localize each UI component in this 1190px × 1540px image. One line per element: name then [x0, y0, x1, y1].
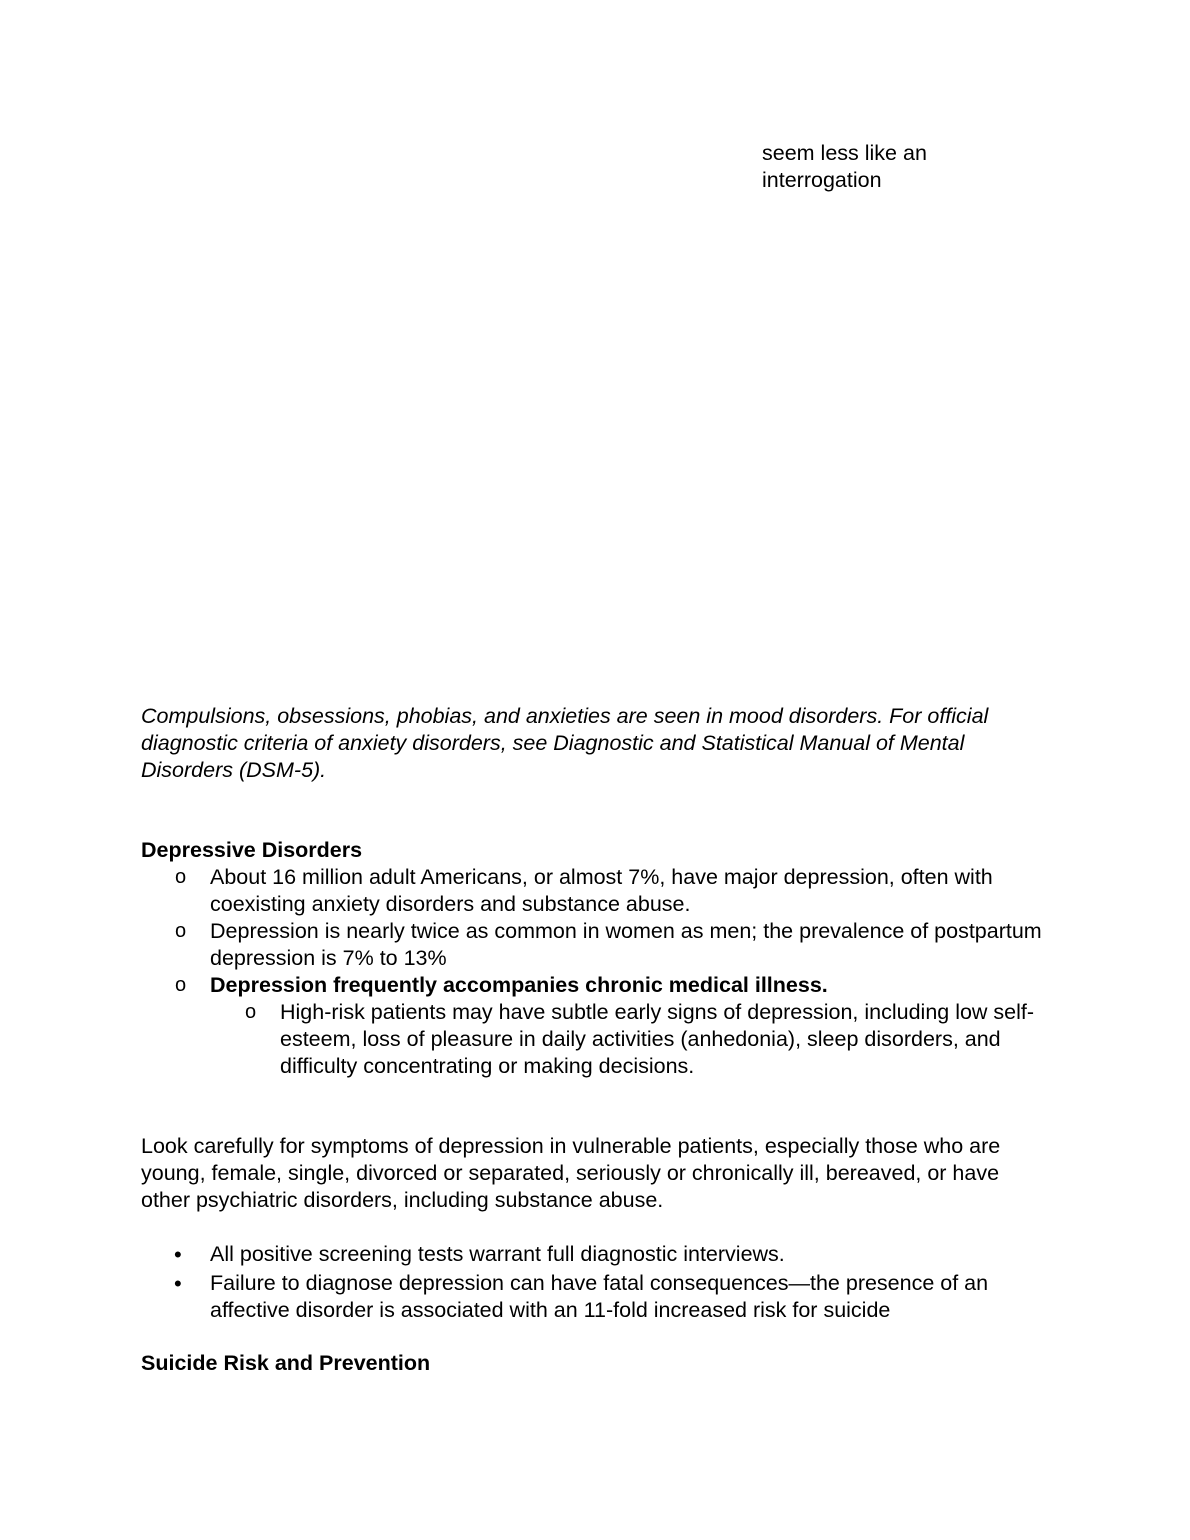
intro-italic-paragraph: Compulsions, obsessions, phobias, and anxieties are seen in mood disorders. For official diagnostic criteria of anxiety disorders, see Diagnostic and Statistical Manual of Mental Disorders (DSM-5).: [141, 704, 989, 782]
screening-bullet-list: [141, 1241, 1041, 1326]
list-item: [141, 918, 1061, 972]
depression-facts-list: [141, 864, 1061, 1080]
vulnerable-patients-paragraph: Look carefully for symptoms of depression in vulnerable patients, especially those who are young, female, single, divorced or separated, seriously or chronically ill, bereaved, or have other psychiatric disorders, including substance abuse.: [141, 1134, 1001, 1212]
nested-list-item-text: High-risk patients may have subtle early signs of depression, including low self-esteem, loss of pleasure in daily activities (anhedonia), sleep disorders, and difficulty concentrating or making decisions.: [280, 1000, 1035, 1078]
fragment-line-1: seem less like an: [762, 141, 927, 165]
bullet-icon: •: [174, 1242, 182, 1267]
list-item-text: Failure to diagnose depression can have fatal consequences—the presence of an affective disorder is associated with an 11-fold increased risk for suicide: [210, 1271, 989, 1322]
circle-bullet-icon: o: [175, 920, 187, 942]
list-item: [141, 1241, 1041, 1268]
circle-bullet-icon: o: [175, 974, 187, 996]
fragment-line-2: interrogation: [762, 168, 882, 192]
bullet-icon: •: [174, 1271, 182, 1296]
nested-list-item: [210, 999, 1061, 1080]
list-item: [141, 1270, 1041, 1324]
list-item-text: Depression is nearly twice as common in women as men; the prevalence of postpartum depression is 7% to 13%: [210, 919, 1042, 970]
suicide-risk-heading: Suicide Risk and Prevention: [141, 1351, 431, 1375]
list-item-text: About 16 million adult Americans, or almost 7%, have major depression, often with coexisting anxiety disorders and substance abuse.: [210, 865, 993, 916]
top-text-fragment: [762, 140, 982, 194]
list-item: [141, 972, 1061, 1080]
list-item: [141, 864, 1061, 918]
list-item-text: Depression frequently accompanies chronic medical illness.: [210, 973, 828, 997]
nested-list: [210, 999, 1061, 1080]
depressive-disorders-heading: Depressive Disorders: [141, 838, 363, 862]
list-item-text: All positive screening tests warrant full diagnostic interviews.: [210, 1242, 785, 1266]
circle-bullet-icon: o: [245, 1001, 257, 1023]
circle-bullet-icon: o: [175, 866, 187, 888]
